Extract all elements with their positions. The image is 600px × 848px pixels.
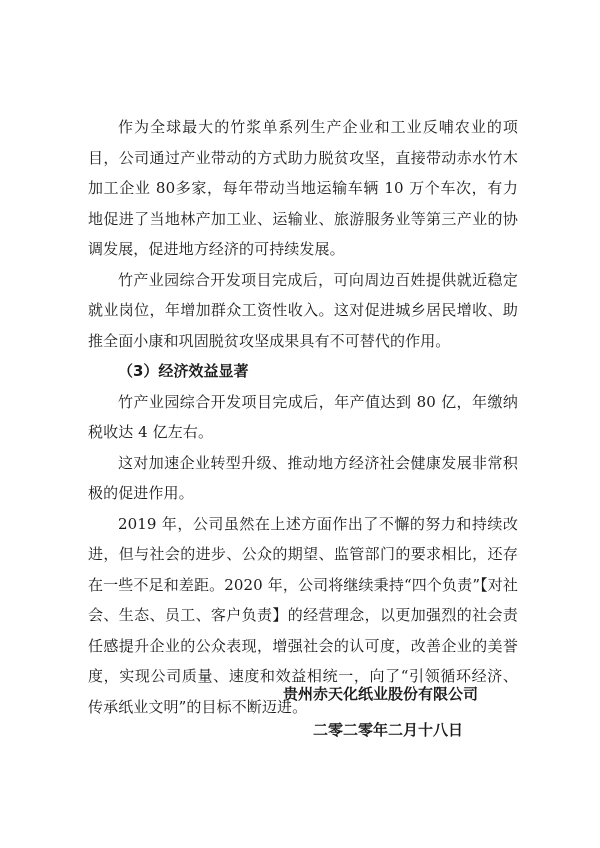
paragraph-poverty-alleviation: 作为全球最大的竹浆单系列生产企业和工业反哺农业的项目，公司通过产业带动的方式助力脱贫攻坚，直接带动赤水竹木加工企业 80多家，每年带动当地运输车辆 10 万个车次，有力地促进了当地林产加工业、运输业、旅游服务业等第三产业的协调发展，促进地方经济的可持续发展。 xyxy=(88,118,518,258)
signature-company: 贵州赤天化纸业股份有限公司 xyxy=(282,685,478,703)
section-heading-economic-benefits: （3）经济效益显著 xyxy=(118,362,249,380)
paragraph-output-value: 竹产业园综合开发项目完成后，年产值达到 80 亿，年缴纳税收达 4 亿左右。 xyxy=(88,392,518,441)
document-body xyxy=(88,112,518,739)
paragraph-outlook-2020: 2019 年，公司虽然在上述方面作出了不懈的努力和持续改进，但与社会的进步、公众的期望、监管部门的要求相比，还存在一些不足和差距。2020 年，公司将继续秉持“四个负责”【对社会、生态、员工、客户负责】的经营理念，以更加强烈的社会责任感提升企业的公众表现，增强社会的认可度，改善企业的美誉度，实现公司质量、速度和效益相统一，向了“引领循环经济、传承纸业文明”的目标不断迈进。 xyxy=(88,514,518,716)
paragraph-employment: 竹产业园综合开发项目完成后，可向周边百姓提供就近稳定就业岗位，年增加群众工资性收入。这对促进城乡居民增收、助推全面小康和巩固脱贫攻坚成果具有不可替代的作用。 xyxy=(88,270,518,350)
paragraph-transformation: 这对加速企业转型升级、推动地方经济社会健康发展非常积极的促进作用。 xyxy=(88,453,518,502)
signature-date: 二零二零年二月十八日 xyxy=(312,721,463,739)
